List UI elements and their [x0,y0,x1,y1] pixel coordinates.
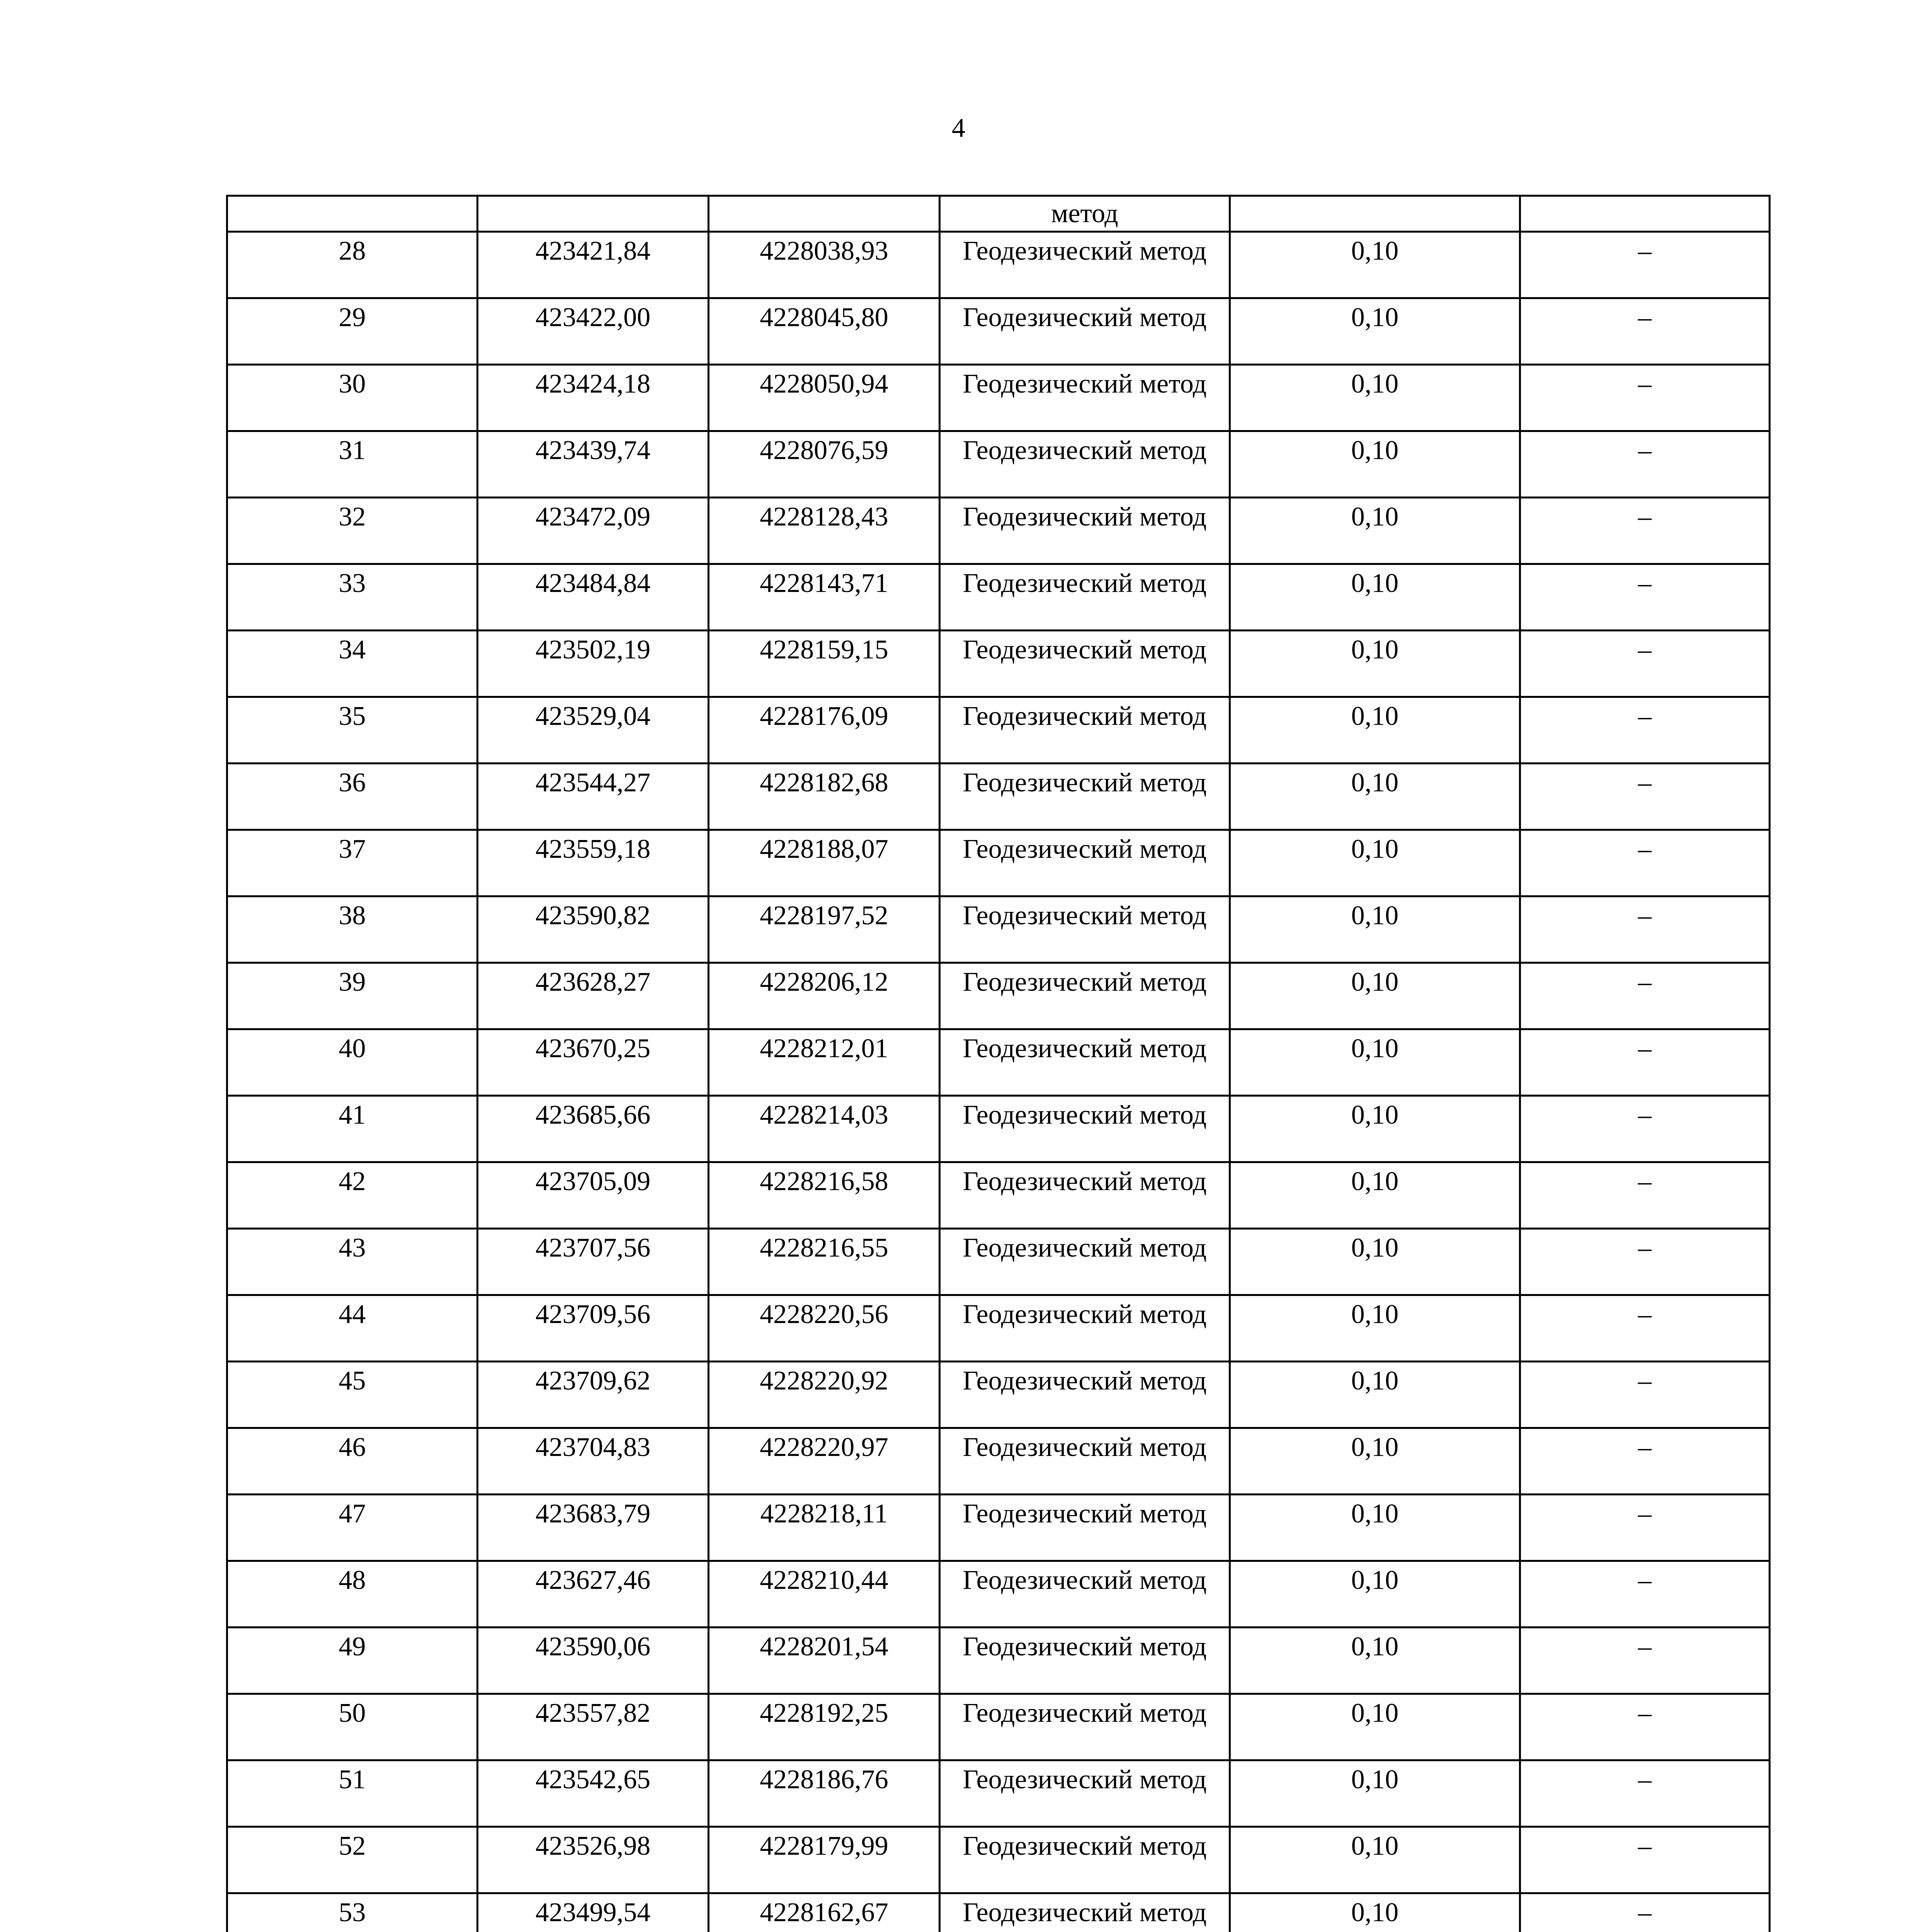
cell-accuracy: 0,10 [1230,298,1520,365]
cell-x: 423557,82 [478,1694,709,1760]
table-row [227,298,1770,365]
cell-y: 4228212,01 [709,1029,940,1096]
table-row [227,1694,1770,1760]
cell-point-number: 52 [227,1827,478,1893]
cell-note: – [1520,1229,1770,1295]
cell-y: 4228050,94 [709,365,940,431]
cell-accuracy: 0,10 [1230,697,1520,764]
cell-note: – [1520,1495,1770,1561]
cell-note: – [1520,1561,1770,1628]
cell-x: 423544,27 [478,764,709,830]
cell-accuracy: 0,10 [1230,365,1520,431]
cell-x: 423704,83 [478,1428,709,1495]
cell-x [478,196,709,232]
cell-accuracy: 0,10 [1230,1096,1520,1162]
cell-x: 423422,00 [478,298,709,365]
cell-method: Геодезический метод [940,1295,1230,1362]
page-number: 4 [952,113,965,143]
cell-accuracy: 0,10 [1230,963,1520,1029]
cell-y: 4228143,71 [709,564,940,631]
cell-accuracy: 0,10 [1230,1162,1520,1229]
cell-method: Геодезический метод [940,365,1230,431]
cell-y: 4228210,44 [709,1561,940,1628]
cell-note: – [1520,1029,1770,1096]
cell-note: – [1520,963,1770,1029]
cell-y: 4228182,68 [709,764,940,830]
cell-x: 423421,84 [478,232,709,298]
cell-y: 4228201,54 [709,1628,940,1694]
cell-y: 4228218,11 [709,1495,940,1561]
cell-method: Геодезический метод [940,1694,1230,1760]
cell-note: – [1520,1428,1770,1495]
cell-method: Геодезический метод [940,1096,1230,1162]
cell-accuracy [1230,196,1520,232]
cell-y: 4228162,67 [709,1893,940,1932]
cell-method: Геодезический метод [940,896,1230,963]
cell-point-number: 33 [227,564,478,631]
cell-note: – [1520,564,1770,631]
table-row [227,963,1770,1029]
cell-note: – [1520,631,1770,697]
cell-accuracy: 0,10 [1230,1495,1520,1561]
cell-method: Геодезический метод [940,1495,1230,1561]
table-row [227,1362,1770,1428]
cell-note: – [1520,1694,1770,1760]
cell-note: – [1520,1162,1770,1229]
cell-y: 4228206,12 [709,963,940,1029]
cell-y: 4228038,93 [709,232,940,298]
cell-point-number: 44 [227,1295,478,1362]
cell-note: – [1520,697,1770,764]
cell-note: – [1520,896,1770,963]
table-row [227,1893,1770,1932]
table-row [227,896,1770,963]
cell-accuracy: 0,10 [1230,1229,1520,1295]
cell-method: Геодезический метод [940,431,1230,498]
cell-note: – [1520,830,1770,896]
table-row [227,498,1770,564]
cell-point-number: 47 [227,1495,478,1561]
cell-y: 4228192,25 [709,1694,940,1760]
cell-y: 4228214,03 [709,1096,940,1162]
cell-method: Геодезический метод [940,1162,1230,1229]
cell-x: 423590,82 [478,896,709,963]
cell-y: 4228216,58 [709,1162,940,1229]
cell-x: 423542,65 [478,1760,709,1827]
cell-point-number [227,196,478,232]
cell-x: 423529,04 [478,697,709,764]
cell-point-number: 32 [227,498,478,564]
cell-point-number: 40 [227,1029,478,1096]
table-row [227,764,1770,830]
cell-x: 423424,18 [478,365,709,431]
cell-accuracy: 0,10 [1230,498,1520,564]
cell-point-number: 36 [227,764,478,830]
coordinates-table-body [227,196,1770,1932]
cell-x: 423683,79 [478,1495,709,1561]
table-row [227,1760,1770,1827]
cell-y: 4228128,43 [709,498,940,564]
cell-note: – [1520,1295,1770,1362]
cell-y: 4228220,92 [709,1362,940,1428]
cell-method: Геодезический метод [940,830,1230,896]
table-row [227,232,1770,298]
table-row [227,1162,1770,1229]
cell-point-number: 42 [227,1162,478,1229]
cell-y: 4228216,55 [709,1229,940,1295]
cell-accuracy: 0,10 [1230,1428,1520,1495]
cell-method: Геодезический метод [940,498,1230,564]
cell-point-number: 35 [227,697,478,764]
cell-accuracy: 0,10 [1230,431,1520,498]
cell-y: 4228179,99 [709,1827,940,1893]
cell-method: Геодезический метод [940,1561,1230,1628]
cell-method: Геодезический метод [940,232,1230,298]
cell-note: – [1520,431,1770,498]
cell-x: 423472,09 [478,498,709,564]
cell-x: 423439,74 [478,431,709,498]
cell-x: 423526,98 [478,1827,709,1893]
cell-accuracy: 0,10 [1230,1029,1520,1096]
cell-y: 4228045,80 [709,298,940,365]
cell-method: Геодезический метод [940,1893,1230,1932]
cell-note: – [1520,1760,1770,1827]
cell-y: 4228076,59 [709,431,940,498]
cell-method: Геодезический метод [940,298,1230,365]
cell-method: Геодезический метод [940,1760,1230,1827]
cell-accuracy: 0,10 [1230,1628,1520,1694]
coordinates-table [226,195,1771,1932]
cell-note: – [1520,498,1770,564]
cell-method: Геодезический метод [940,564,1230,631]
cell-note: – [1520,764,1770,830]
cell-method: Геодезический метод [940,1229,1230,1295]
cell-point-number: 29 [227,298,478,365]
cell-point-number: 43 [227,1229,478,1295]
cell-y: 4228188,07 [709,830,940,896]
cell-accuracy: 0,10 [1230,1561,1520,1628]
cell-note: – [1520,232,1770,298]
cell-x: 423709,62 [478,1362,709,1428]
cell-y [709,196,940,232]
cell-x: 423705,09 [478,1162,709,1229]
cell-y: 4228186,76 [709,1760,940,1827]
cell-accuracy: 0,10 [1230,1295,1520,1362]
table-row [227,1628,1770,1694]
cell-accuracy: 0,10 [1230,1362,1520,1428]
cell-point-number: 50 [227,1694,478,1760]
cell-accuracy: 0,10 [1230,564,1520,631]
cell-point-number: 45 [227,1362,478,1428]
cell-x: 423670,25 [478,1029,709,1096]
cell-y: 4228176,09 [709,697,940,764]
cell-y: 4228220,56 [709,1295,940,1362]
cell-point-number: 31 [227,431,478,498]
cell-accuracy: 0,10 [1230,1893,1520,1932]
cell-point-number: 28 [227,232,478,298]
table-row [227,1229,1770,1295]
cell-note: – [1520,1362,1770,1428]
cell-method: Геодезический метод [940,631,1230,697]
cell-y: 4228220,97 [709,1428,940,1495]
cell-note: – [1520,1628,1770,1694]
cell-point-number: 39 [227,963,478,1029]
cell-method: метод [940,196,1230,232]
table-row [227,697,1770,764]
cell-method: Геодезический метод [940,697,1230,764]
table-row [227,1495,1770,1561]
cell-method: Геодезический метод [940,1362,1230,1428]
cell-point-number: 53 [227,1893,478,1932]
cell-point-number: 30 [227,365,478,431]
table-row [227,1428,1770,1495]
cell-accuracy: 0,10 [1230,1694,1520,1760]
cell-x: 423627,46 [478,1561,709,1628]
cell-accuracy: 0,10 [1230,1827,1520,1893]
cell-x: 423685,66 [478,1096,709,1162]
table-row [227,830,1770,896]
cell-note [1520,196,1770,232]
table-row [227,1096,1770,1162]
table-row [227,631,1770,697]
cell-note: – [1520,1827,1770,1893]
cell-x: 423499,54 [478,1893,709,1932]
table-row [227,564,1770,631]
cell-point-number: 38 [227,896,478,963]
cell-accuracy: 0,10 [1230,1760,1520,1827]
table-row [227,365,1770,431]
table-row [227,1029,1770,1096]
cell-x: 423484,84 [478,564,709,631]
cell-x: 423590,06 [478,1628,709,1694]
cell-point-number: 48 [227,1561,478,1628]
cell-y: 4228197,52 [709,896,940,963]
cell-method: Геодезический метод [940,764,1230,830]
cell-method: Геодезический метод [940,1029,1230,1096]
cell-method: Геодезический метод [940,1827,1230,1893]
table-row [227,1295,1770,1362]
cell-accuracy: 0,10 [1230,631,1520,697]
cell-note: – [1520,365,1770,431]
cell-y: 4228159,15 [709,631,940,697]
cell-x: 423709,56 [478,1295,709,1362]
cell-point-number: 46 [227,1428,478,1495]
cell-accuracy: 0,10 [1230,830,1520,896]
cell-method: Геодезический метод [940,963,1230,1029]
cell-note: – [1520,298,1770,365]
cell-note: – [1520,1893,1770,1932]
cell-point-number: 51 [227,1760,478,1827]
cell-x: 423559,18 [478,830,709,896]
table-row [227,1561,1770,1628]
cell-point-number: 37 [227,830,478,896]
cell-x: 423628,27 [478,963,709,1029]
cell-accuracy: 0,10 [1230,896,1520,963]
cell-point-number: 41 [227,1096,478,1162]
cell-point-number: 34 [227,631,478,697]
table-row [227,431,1770,498]
cell-accuracy: 0,10 [1230,764,1520,830]
cell-point-number: 49 [227,1628,478,1694]
cell-x: 423707,56 [478,1229,709,1295]
cell-accuracy: 0,10 [1230,232,1520,298]
cell-method: Геодезический метод [940,1628,1230,1694]
cell-note: – [1520,1096,1770,1162]
continuation-row [227,196,1770,232]
cell-method: Геодезический метод [940,1428,1230,1495]
cell-x: 423502,19 [478,631,709,697]
table-row [227,1827,1770,1893]
